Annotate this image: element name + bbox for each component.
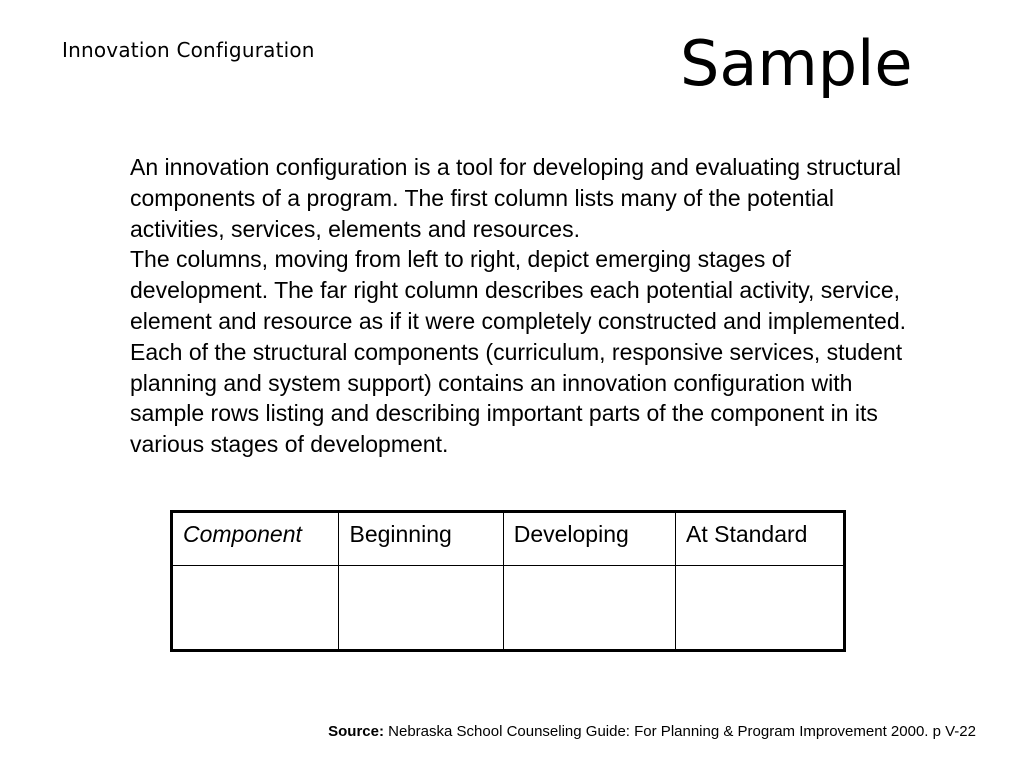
column-header-beginning: Beginning	[339, 512, 503, 566]
table-header-row	[172, 512, 845, 566]
source-label: Source:	[328, 723, 384, 740]
column-header-component: Component	[172, 512, 339, 566]
table-row	[172, 566, 845, 651]
column-header-developing: Developing	[503, 512, 675, 566]
table-cell-developing	[503, 566, 675, 651]
header-label: Innovation Configuration	[62, 38, 315, 62]
body-paragraph-2: The columns, moving from left to right, depict emerging stages of development. The far right column describes each potential activity, service, element and resource as if it were completely constructed and implemented. Each of the structural components (curriculum, responsive services, student planning and system support) contains an innovation configuration with sample rows listing and describing important parts of the component in its various stages of development.	[130, 246, 907, 458]
slide-title: Sample	[680, 27, 913, 100]
component-table	[170, 510, 846, 652]
body-text	[130, 152, 910, 460]
table-cell-component	[172, 566, 339, 651]
body-paragraph-1: An innovation configuration is a tool for developing and evaluating structural components of a program. The first column lists many of the potential activities, services, elements and resources.	[130, 154, 901, 242]
column-header-at-standard: At Standard	[676, 512, 845, 566]
table-cell-beginning	[339, 566, 503, 651]
table-cell-at-standard	[676, 566, 845, 651]
source-citation	[328, 723, 976, 740]
source-text: Nebraska School Counseling Guide: For Planning & Program Improvement 2000. p V-22	[384, 723, 976, 740]
